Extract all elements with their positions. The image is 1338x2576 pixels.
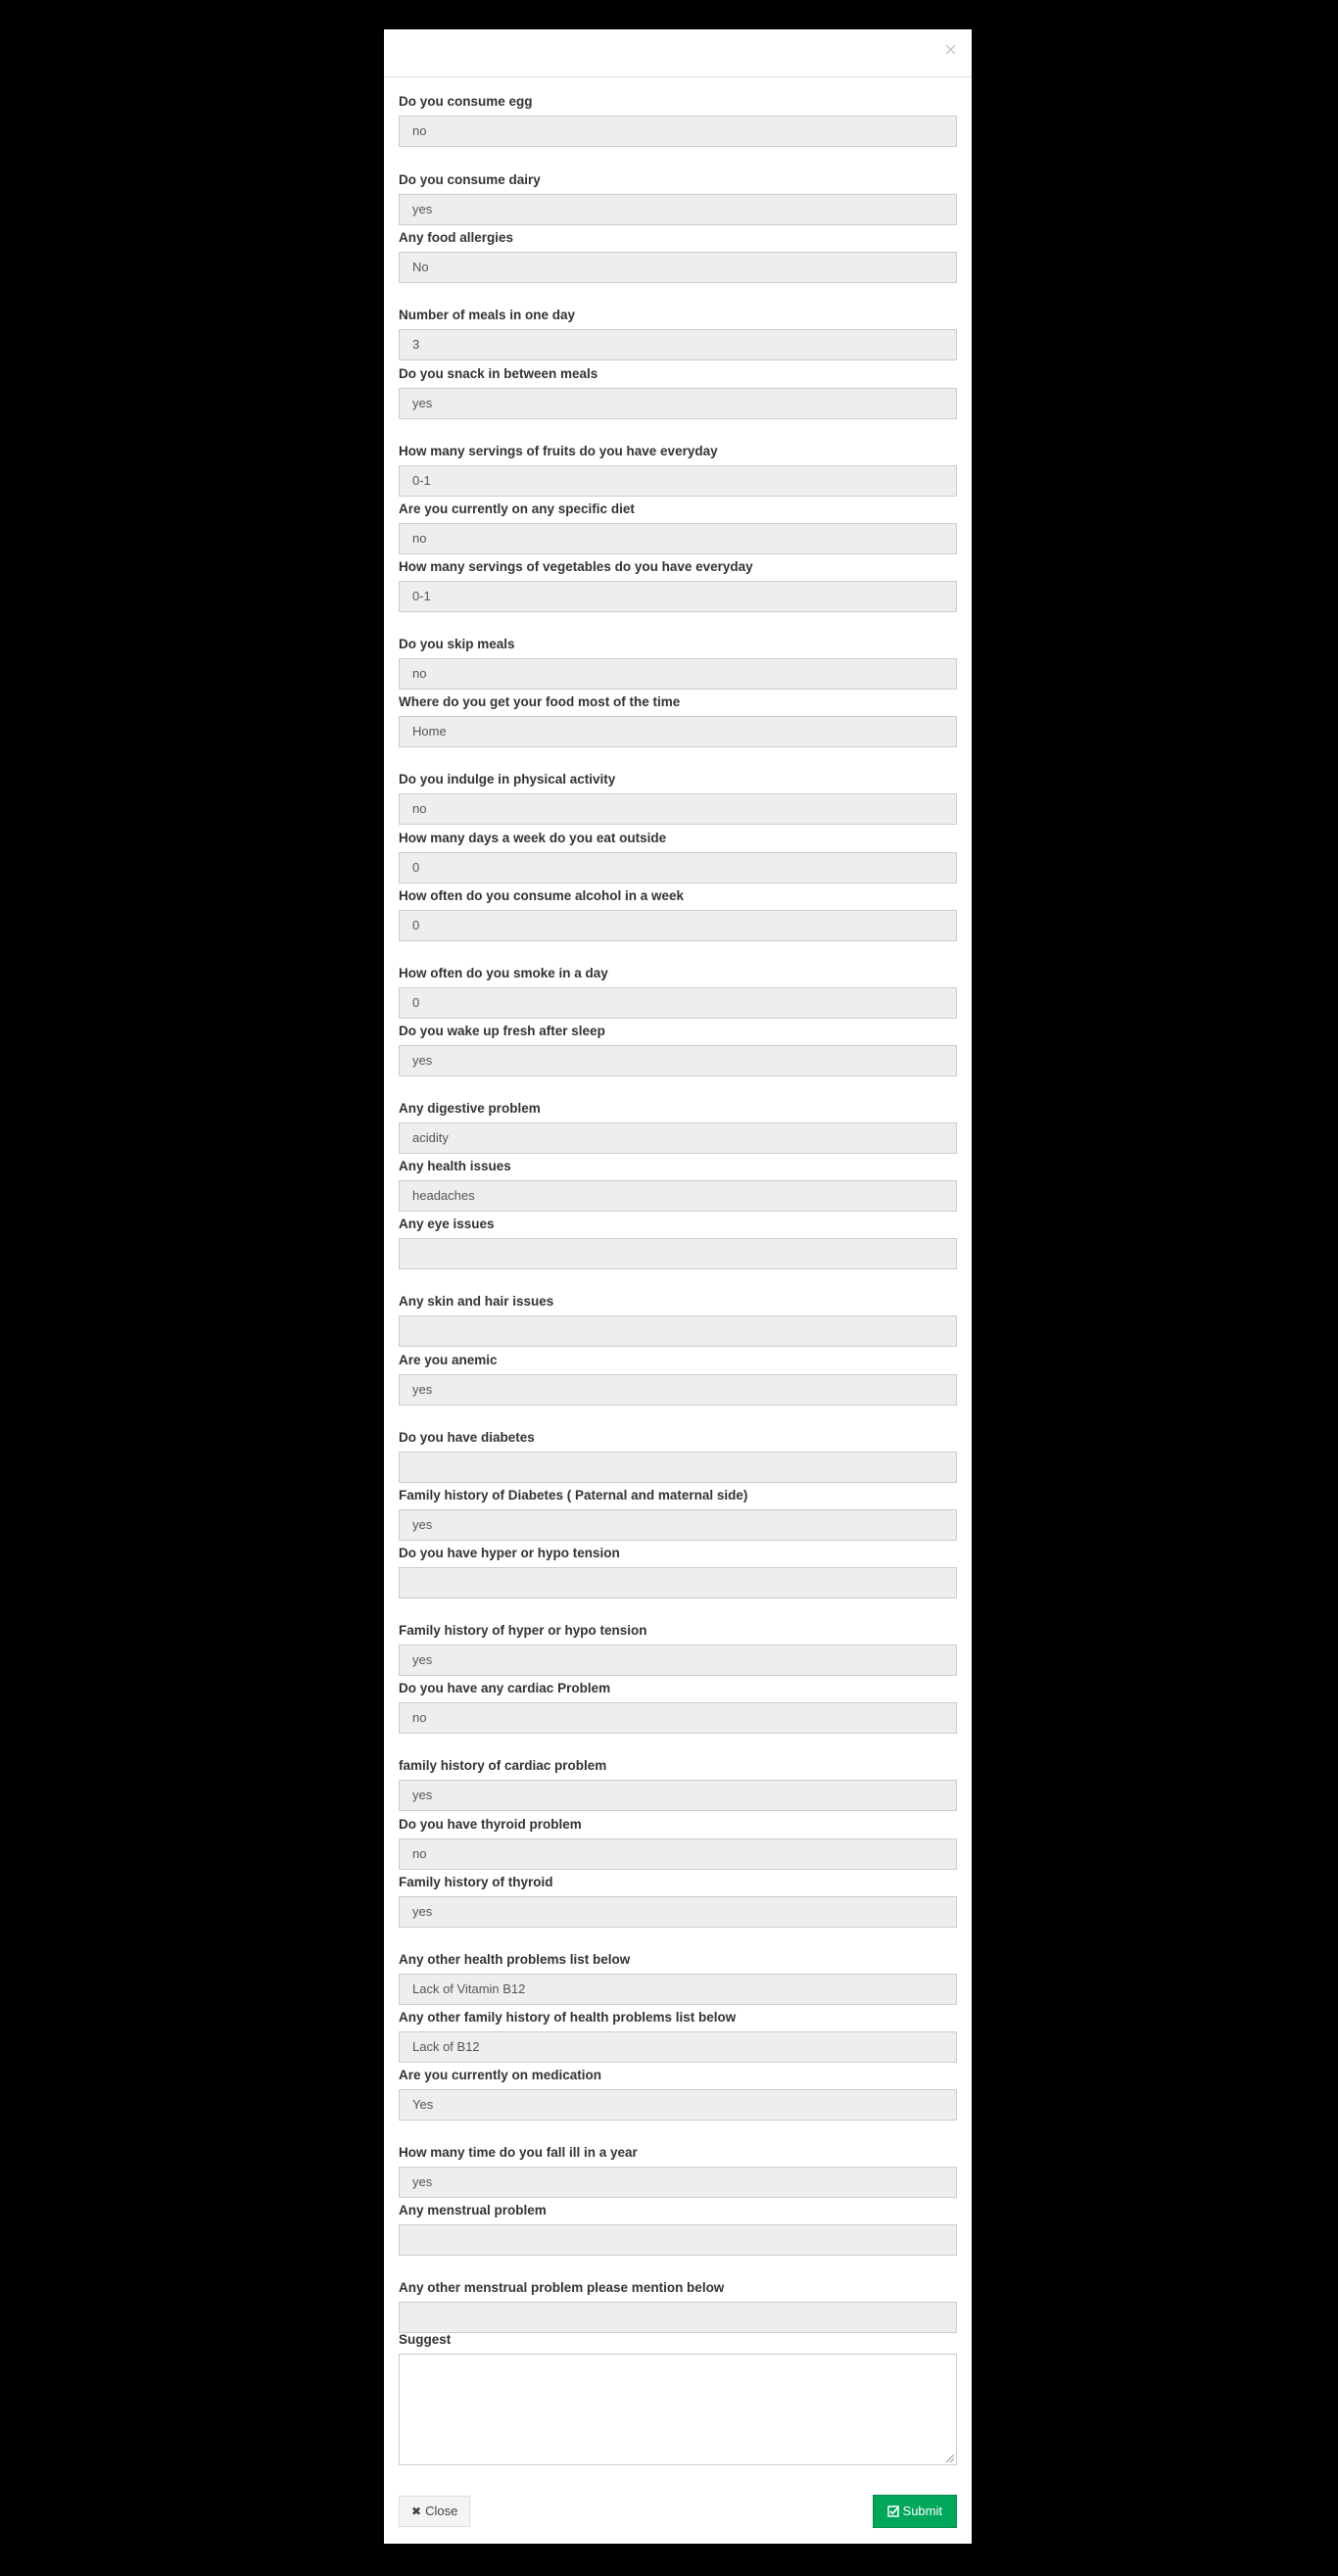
close-button[interactable] — [399, 2496, 470, 2527]
field-input[interactable]: 0 — [399, 852, 957, 883]
form-field — [399, 2202, 957, 2256]
form-field — [399, 2279, 957, 2333]
field-label: Do you consume dairy — [399, 172, 541, 187]
field-label: Any health issues — [399, 1159, 511, 1173]
field-input[interactable]: 0 — [399, 910, 957, 941]
field-input[interactable]: no — [399, 658, 957, 690]
check-square-icon — [887, 2505, 899, 2517]
field-input[interactable] — [399, 2302, 957, 2333]
field-label: Any food allergies — [399, 230, 514, 245]
suggest-label: Suggest — [399, 2332, 452, 2347]
field-label: Any menstrual problem — [399, 2203, 547, 2218]
field-label: Any skin and hair issues — [399, 1294, 554, 1309]
resize-grip-icon[interactable] — [946, 2455, 954, 2462]
form-field — [399, 1487, 957, 1541]
close-icon[interactable]: × — [944, 37, 957, 62]
field-label: How often do you smoke in a day — [399, 966, 608, 980]
form-field — [399, 1816, 957, 1870]
modal-header — [384, 29, 972, 77]
form-field — [399, 443, 957, 497]
form-field — [399, 771, 957, 825]
field-input[interactable]: headaches — [399, 1180, 957, 1212]
form-field — [399, 171, 957, 225]
field-input[interactable]: yes — [399, 1374, 957, 1406]
field-label: How many servings of fruits do you have everyday — [399, 444, 718, 458]
field-input[interactable]: 3 — [399, 329, 957, 360]
field-label: Number of meals in one day — [399, 308, 576, 322]
field-label: Do you have hyper or hypo tension — [399, 1546, 620, 1560]
form-field — [399, 501, 957, 554]
field-label: Any other menstrual problem please mention below — [399, 2280, 725, 2295]
field-input[interactable]: no — [399, 1702, 957, 1734]
field-input[interactable]: No — [399, 252, 957, 283]
form-field — [399, 558, 957, 612]
field-label: Do you have diabetes — [399, 1430, 535, 1445]
field-input[interactable]: Lack of B12 — [399, 2031, 957, 2063]
field-label: Any other family history of health problems list below — [399, 2010, 737, 2025]
submit-button-label: Submit — [902, 2504, 942, 2518]
form-field — [399, 2144, 957, 2198]
field-label: How often do you consume alcohol in a week — [399, 888, 685, 903]
field-input[interactable]: no — [399, 793, 957, 825]
form-field — [399, 1293, 957, 1347]
times-icon: ✖ — [411, 2504, 422, 2518]
field-input[interactable]: yes — [399, 388, 957, 419]
field-input[interactable]: yes — [399, 1780, 957, 1811]
field-label: Any other health problems list below — [399, 1952, 631, 1967]
field-input[interactable]: no — [399, 116, 957, 147]
form-field — [399, 1023, 957, 1076]
field-input[interactable]: 0 — [399, 987, 957, 1019]
field-input[interactable]: yes — [399, 2167, 957, 2198]
form-field — [399, 887, 957, 941]
field-label: How many days a week do you eat outside — [399, 831, 667, 845]
form-field — [399, 965, 957, 1019]
field-input[interactable]: yes — [399, 1045, 957, 1076]
field-label: Where do you get your food most of the time — [399, 694, 681, 709]
field-label: Do you snack in between meals — [399, 366, 598, 381]
field-label: Family history of thyroid — [399, 1875, 553, 1889]
field-label: Family history of hyper or hypo tension — [399, 1623, 647, 1638]
field-label: Any digestive problem — [399, 1101, 541, 1116]
form-field — [399, 1951, 957, 2005]
form-field — [399, 2067, 957, 2121]
form-field — [399, 1622, 957, 1676]
field-input[interactable]: yes — [399, 1509, 957, 1541]
field-input[interactable] — [399, 2224, 957, 2256]
close-button-label: Close — [425, 2504, 458, 2518]
field-input[interactable] — [399, 1452, 957, 1483]
field-label: Do you wake up fresh after sleep — [399, 1024, 605, 1038]
field-label: Family history of Diabetes ( Paternal and maternal side) — [399, 1488, 748, 1503]
suggest-textarea[interactable] — [399, 2354, 957, 2465]
form-field — [399, 93, 957, 147]
form-field — [399, 1216, 957, 1269]
field-input[interactable]: no — [399, 523, 957, 554]
field-input[interactable] — [399, 1567, 957, 1598]
field-label: Do you indulge in physical activity — [399, 772, 616, 787]
field-input[interactable]: Home — [399, 716, 957, 747]
modal-dialog — [384, 29, 972, 2544]
form-field — [399, 307, 957, 360]
form-field — [399, 365, 957, 419]
form-field — [399, 229, 957, 283]
field-label: Do you have thyroid problem — [399, 1817, 582, 1832]
field-label: Do you skip meals — [399, 637, 515, 651]
form-field — [399, 1545, 957, 1598]
form-field — [399, 693, 957, 747]
form-field — [399, 636, 957, 690]
field-input[interactable]: yes — [399, 194, 957, 225]
field-input[interactable]: Lack of Vitamin B12 — [399, 1974, 957, 2005]
form-field — [399, 1429, 957, 1483]
form-field — [399, 1757, 957, 1811]
field-label: Any eye issues — [399, 1216, 495, 1231]
field-input[interactable]: no — [399, 1838, 957, 1870]
form-field — [399, 2009, 957, 2063]
field-input[interactable]: acidity — [399, 1122, 957, 1154]
field-label: Do you have any cardiac Problem — [399, 1681, 611, 1695]
field-label: How many time do you fall ill in a year — [399, 2145, 638, 2160]
field-label: Are you anemic — [399, 1353, 498, 1367]
field-label: family history of cardiac problem — [399, 1758, 607, 1773]
form-field — [399, 1352, 957, 1406]
form-field — [399, 830, 957, 883]
field-input[interactable] — [399, 1315, 957, 1347]
field-input[interactable]: 0-1 — [399, 581, 957, 612]
form-field — [399, 1680, 957, 1734]
field-input[interactable]: yes — [399, 1645, 957, 1676]
field-input[interactable] — [399, 1238, 957, 1269]
field-input[interactable]: 0-1 — [399, 465, 957, 497]
field-label: How many servings of vegetables do you have everyday — [399, 559, 753, 574]
submit-button[interactable] — [873, 2495, 957, 2528]
field-label: Are you currently on any specific diet — [399, 501, 635, 516]
form-field — [399, 1874, 957, 1928]
field-input[interactable]: Yes — [399, 2089, 957, 2121]
field-label: Are you currently on medication — [399, 2068, 602, 2082]
field-label: Do you consume egg — [399, 94, 533, 109]
form-field — [399, 1100, 957, 1154]
field-input[interactable]: yes — [399, 1896, 957, 1928]
form-field — [399, 1158, 957, 1212]
